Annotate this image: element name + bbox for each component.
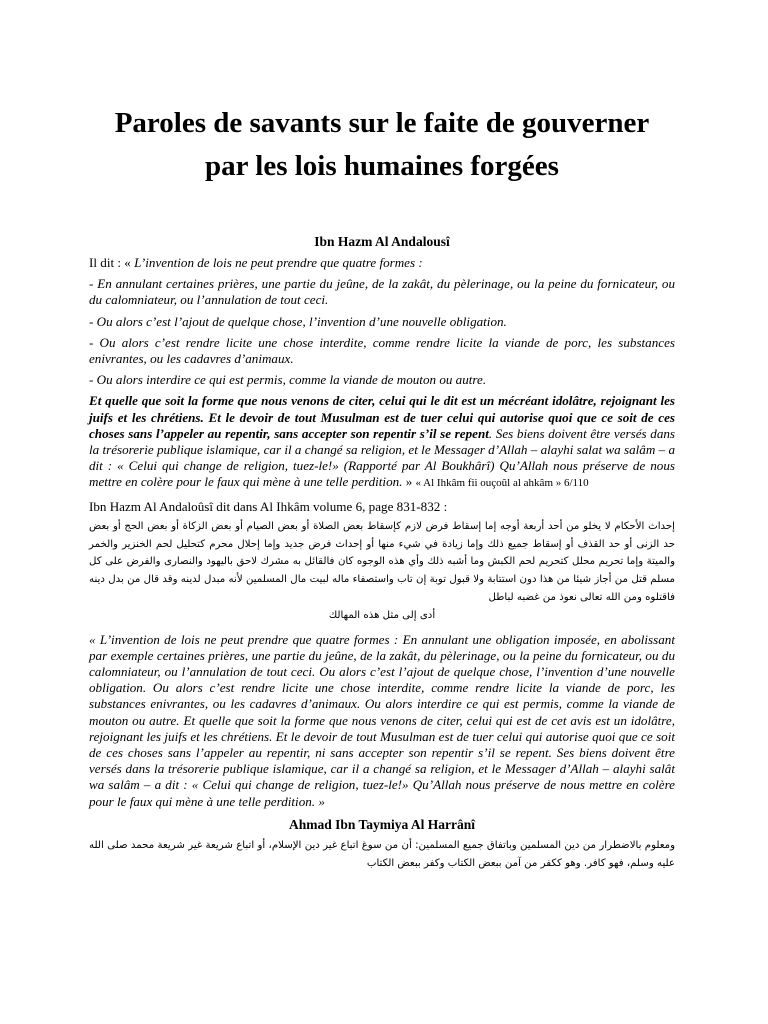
quote-intro-prefix: Il dit : « xyxy=(89,255,135,270)
reference-suffix: » xyxy=(402,474,416,490)
arabic-text-ibn-hazm: إحداث الأحكام لا يخلو من أحد أربعة أوجه إما إسقاط فرض لازم كإسقاط بعض الصلاة أو بعض الصيام أو بعض الزكاة أو بعض الحج أو بعض حد الزنى أو حد القذف أو إسقاط جميع ذلك وإما زيادة في شيء منها أو إحداث فرض جديد وإما إحلال محرم كتحليل لحم الخنزير والخمر والميتة وإما تحريم محلل كتحريم لحم الكبش وما أشبه ذلك وأي هذه الوجوه كان فالقائل به مشرك لاحق باليهود والنصارى والفرض على كل مسلم قتل من أجاز شيئا من هذا دون استتابة ولا قبول توبة إن تاب واستصفاء ماله لبيت مال المسلمين لأنه مبدل لدينه وقد قال من بدل دينه فاقتلوه ومن الله تعالى نعوذ من غضبه لباطل xyxy=(89,520,675,604)
quote-intro xyxy=(89,255,675,271)
reference-citation: « Al Ihkâm fii ouçoûl al ahkâm » 6/110 xyxy=(415,477,589,490)
conclusion-bold-text: Et quelle que soit la forme que nous venons de citer, celui qui le dit est un mécréant idolâtre, rejoignant les juifs et les chrétiens. Et le devoir de tout Musulman est de tuer celui qui autorise quoi que ce soit de ces choses sans l’appeler au repentir, sans accepter son repentir s’il se repent xyxy=(89,393,675,441)
document-title xyxy=(89,0,675,188)
conclusion-rest-text: . Ses biens doivent être versés dans la trésorerie publique islamique, car il a changé sa religion, et le Messager d’Allah – alayhi salat wa salâm – a dit : « Celui qui change de religion, tuez-le!» (Rapporté par Al Boukhârî) Qu’Allah nous préserve de nous mettre en colère pour le faux qui mène à une telle perdition. xyxy=(89,425,676,490)
list-item-3: - Ou alors c’est rendre licite une chose interdite, comme rendre licite la viande de porc, les substances enivrantes, ou les cadavres d’animaux. xyxy=(89,334,675,367)
section2-author-heading: Ahmad Ibn Taymiya Al Harrânî xyxy=(288,816,476,832)
title-line-1: Paroles de savants sur le faite de gouverner xyxy=(114,107,650,139)
section1-author-heading: Ibn Hazm Al Andalousî xyxy=(314,234,450,249)
arabic-text-ibn-taymiya: ومعلوم بالاضطرار من دين المسلمين وباتفاق جميع المسلمين: أن من سوغ اتباع غير دين الإسلام، أو اتباع شريعة غير شريعة محمد صلى الله عليه وسلم، فهو كافر. وهو ككفر من آمن ببعض الكتاب وكفر ببعض الكتاب xyxy=(89,839,675,869)
list-item-1: - En annulant certaines prières, une partie du jeûne, de la zakât, du pèlerinage, ou la peine du fornicateur, ou du calomniateur, ou l’annulation de tout ceci. xyxy=(89,276,675,308)
title-line-2: par les lois humaines forgées xyxy=(205,150,559,182)
quote-intro-text: L’invention de lois ne peut prendre que quatre formes : xyxy=(134,255,423,270)
french-translation-paragraph: « L’invention de lois ne peut prendre que quatre formes : En annulant une obligation imposée, en abolissant par exemple certaines prières, une partie du jeûne, de la zakât, du pèlerinage, ou la peine du fornicateur, ou du calomniateur, ou l’annulation de tout ceci. Ou alors c’est l’ajout de quelque chose, l’invention d’une nouvelle obligation. Ou alors c’est rendre licite une chose interdite, comme rendre licite la viande de porc, les substances enivrantes, ou les cadavres d’animaux. Ou alors interdire ce qui est permis, comme la viande de mouton ou autre. Et quelle que soit la forme que nous venons de citer, celui qui est de cet avis est un idolâtre, rejoignant les juifs et les chrétiens. Et le devoir de tout Musulman est de tuer celui qui autorise quoi que ce soit de ces choses sans l’appeler au repentir, ni sans accepter son repentir s’il se repent. Ses biens doivent être versés dans la trésorerie publique islamique, car il a changé sa religion, et le Messager d’Allah – alayhi salât wa salâm – a dit : « Celui qui change de religion, tuez-le!» Qu’Allah nous préserve de nous mettre en colère pour le faux qui mène à une telle perdition. » xyxy=(89,631,675,809)
arabic-text-ibn-hazm-end: أدى إلى مثل هذه المهالك xyxy=(328,609,436,621)
conclusion-paragraph xyxy=(89,393,675,491)
list-item-4: - Ou alors interdire ce qui est permis, comme la viande de mouton ou autre. xyxy=(89,372,487,388)
list-item-2: - Ou alors c’est l’ajout de quelque chose, l’invention d’une nouvelle obligation. xyxy=(89,313,507,329)
source-line: Ibn Hazm Al Andaloûsî dit dans Al Ihkâm volume 6, page 831-832 : xyxy=(89,498,448,514)
